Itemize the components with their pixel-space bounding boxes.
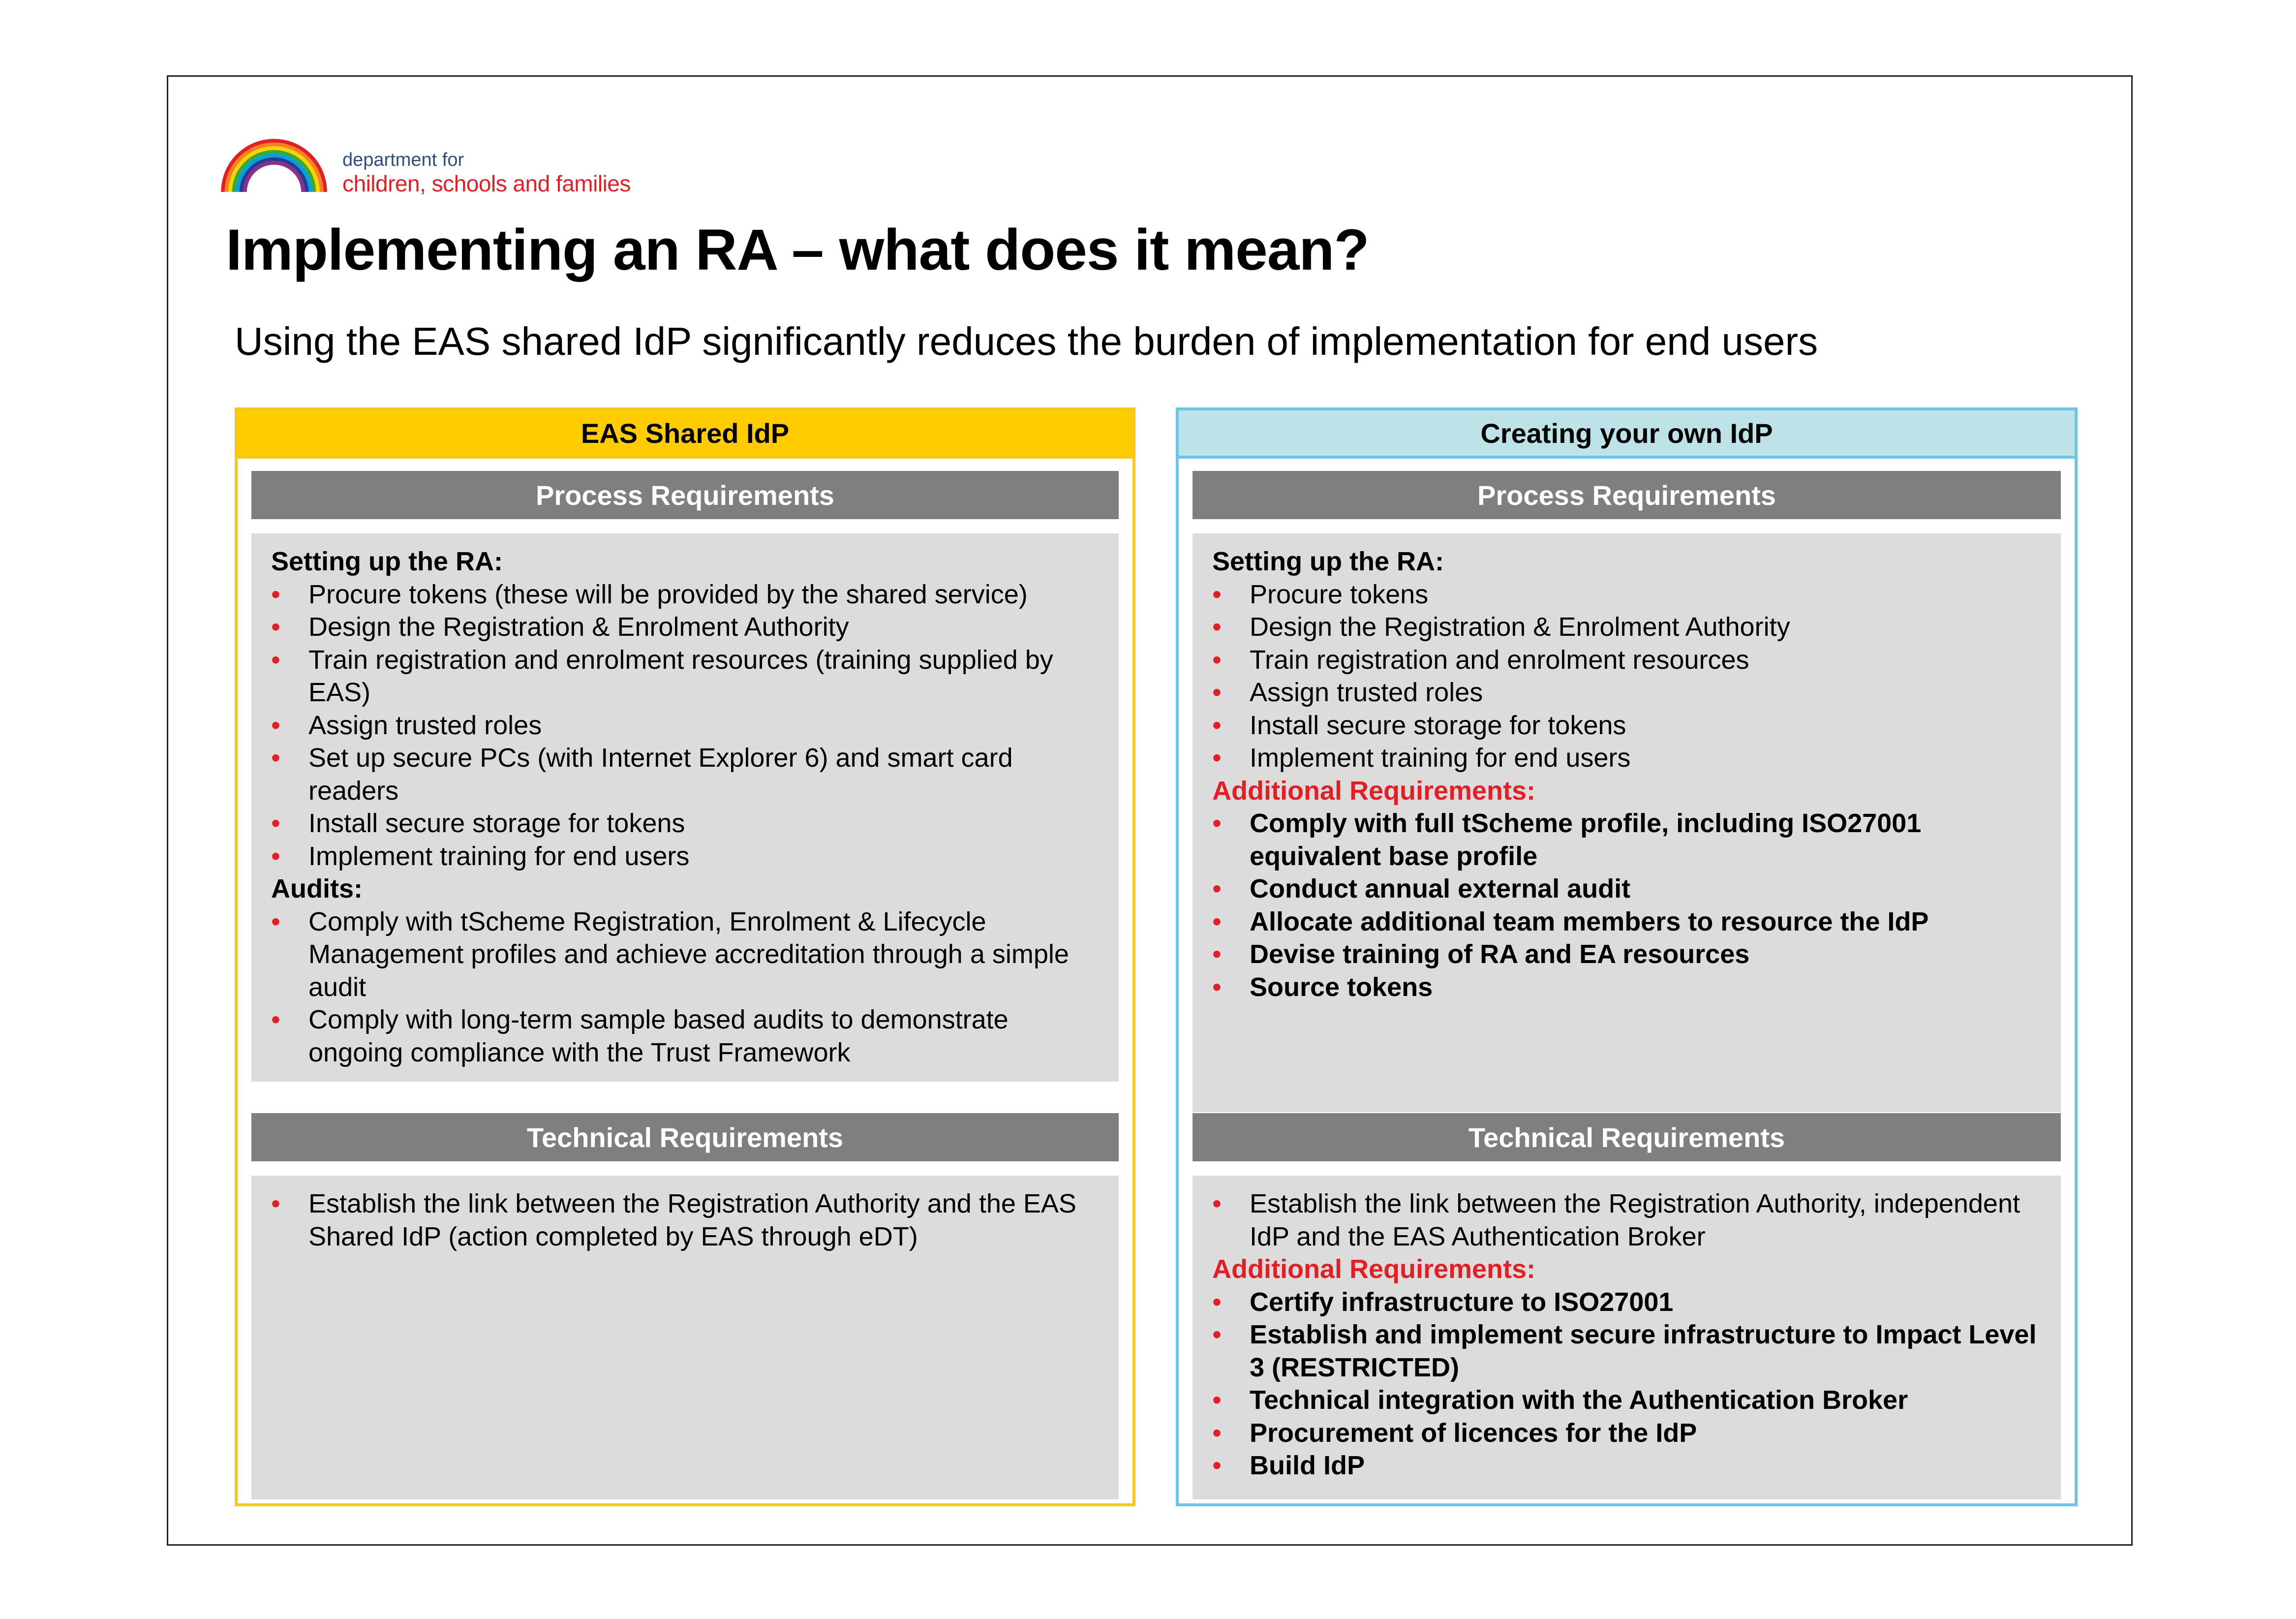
list-item: • Establish the link between the Registration Authority and the EAS Shared IdP (action completed by EAS through eDT): [271, 1187, 1100, 1253]
eas-shared-idp-panel: [235, 407, 1135, 1506]
left-process-requirements-header: Process Requirements: [251, 471, 1119, 519]
left-audits-heading: Audits:: [271, 874, 363, 903]
list-item: • Set up secure PCs (with Internet Explorer 6) and smart card readers: [271, 742, 1100, 807]
list-item: • Install secure storage for tokens: [271, 807, 1100, 840]
list-item: • Assign trusted roles: [271, 709, 1100, 742]
own-idp-header: Creating your own IdP: [1179, 410, 2075, 459]
eas-shared-idp-header: EAS Shared IdP: [238, 410, 1133, 459]
own-idp-panel: [1176, 407, 2078, 1506]
list-item: • Conduct annual external audit: [1212, 872, 2042, 905]
logo-line-1: department for: [342, 150, 464, 170]
right-technical-additional-list: [1212, 1286, 2042, 1482]
left-setup-heading: Setting up the RA:: [271, 547, 503, 576]
list-item: • Train registration and enrolment resources: [1212, 644, 2042, 677]
list-item: • Procurement of licences for the IdP: [1212, 1417, 2042, 1450]
page-subtitle: Using the EAS shared IdP significantly reduces the burden of implementation for end users: [235, 319, 1818, 363]
list-item: • Assign trusted roles: [1212, 676, 2042, 709]
list-item: • Technical integration with the Authentication Broker: [1212, 1384, 2042, 1417]
list-item: • Install secure storage for tokens: [1212, 709, 2042, 742]
list-item: • Comply with tScheme Registration, Enrolment & Lifecycle Management profiles and achieve accreditation through a simple audit: [271, 905, 1100, 1004]
right-technical-requirements-header: Technical Requirements: [1193, 1113, 2061, 1161]
list-item: • Comply with long-term sample based audits to demonstrate ongoing compliance with the Trust Framework: [271, 1003, 1100, 1069]
right-process-requirements-box: [1193, 533, 2061, 1112]
list-item: • Devise training of RA and EA resources: [1212, 938, 2042, 971]
list-item: • Design the Registration & Enrolment Authority: [1212, 611, 2042, 644]
left-process-requirements-box: [251, 533, 1119, 1082]
list-item: • Procure tokens (these will be provided by the shared service): [271, 578, 1100, 611]
list-item: • Train registration and enrolment resources (training supplied by EAS): [271, 644, 1100, 709]
left-technical-requirements-header: Technical Requirements: [251, 1113, 1119, 1161]
right-setup-heading: Setting up the RA:: [1212, 547, 1444, 576]
right-technical-additional-heading: Additional Requirements:: [1212, 1254, 1536, 1284]
list-item: • Implement training for end users: [1212, 742, 2042, 775]
list-item: • Source tokens: [1212, 971, 2042, 1004]
left-audits-list: [271, 905, 1100, 1069]
right-technical-requirements-box: [1193, 1176, 2061, 1499]
list-item: • Establish the link between the Registration Authority, independent IdP and the EAS Authentication Broker: [1212, 1187, 2042, 1253]
list-item: • Certify infrastructure to ISO27001: [1212, 1286, 2042, 1319]
list-item: • Allocate additional team members to resource the IdP: [1212, 905, 2042, 938]
left-technical-list: [271, 1187, 1100, 1253]
right-process-additional-list: [1212, 807, 2042, 1003]
list-item: • Design the Registration & Enrolment Authority: [271, 611, 1100, 644]
left-setup-list: [271, 578, 1100, 873]
logo-line-2: children, schools and families: [342, 171, 631, 196]
page-title: Implementing an RA – what does it mean?: [226, 218, 1369, 282]
right-technical-list: [1212, 1187, 2042, 1253]
list-item: • Implement training for end users: [271, 840, 1100, 873]
left-technical-requirements-box: [251, 1176, 1119, 1499]
right-process-additional-heading: Additional Requirements:: [1212, 776, 1536, 806]
list-item: • Build IdP: [1212, 1449, 2042, 1482]
list-item: • Comply with full tScheme profile, including ISO27001 equivalent base profile: [1212, 807, 2042, 872]
department-logo: [342, 151, 631, 195]
right-process-requirements-header: Process Requirements: [1193, 471, 2061, 519]
list-item: • Establish and implement secure infrastructure to Impact Level 3 (RESTRICTED): [1212, 1318, 2042, 1384]
right-setup-list: [1212, 578, 2042, 775]
list-item: • Procure tokens: [1212, 578, 2042, 611]
